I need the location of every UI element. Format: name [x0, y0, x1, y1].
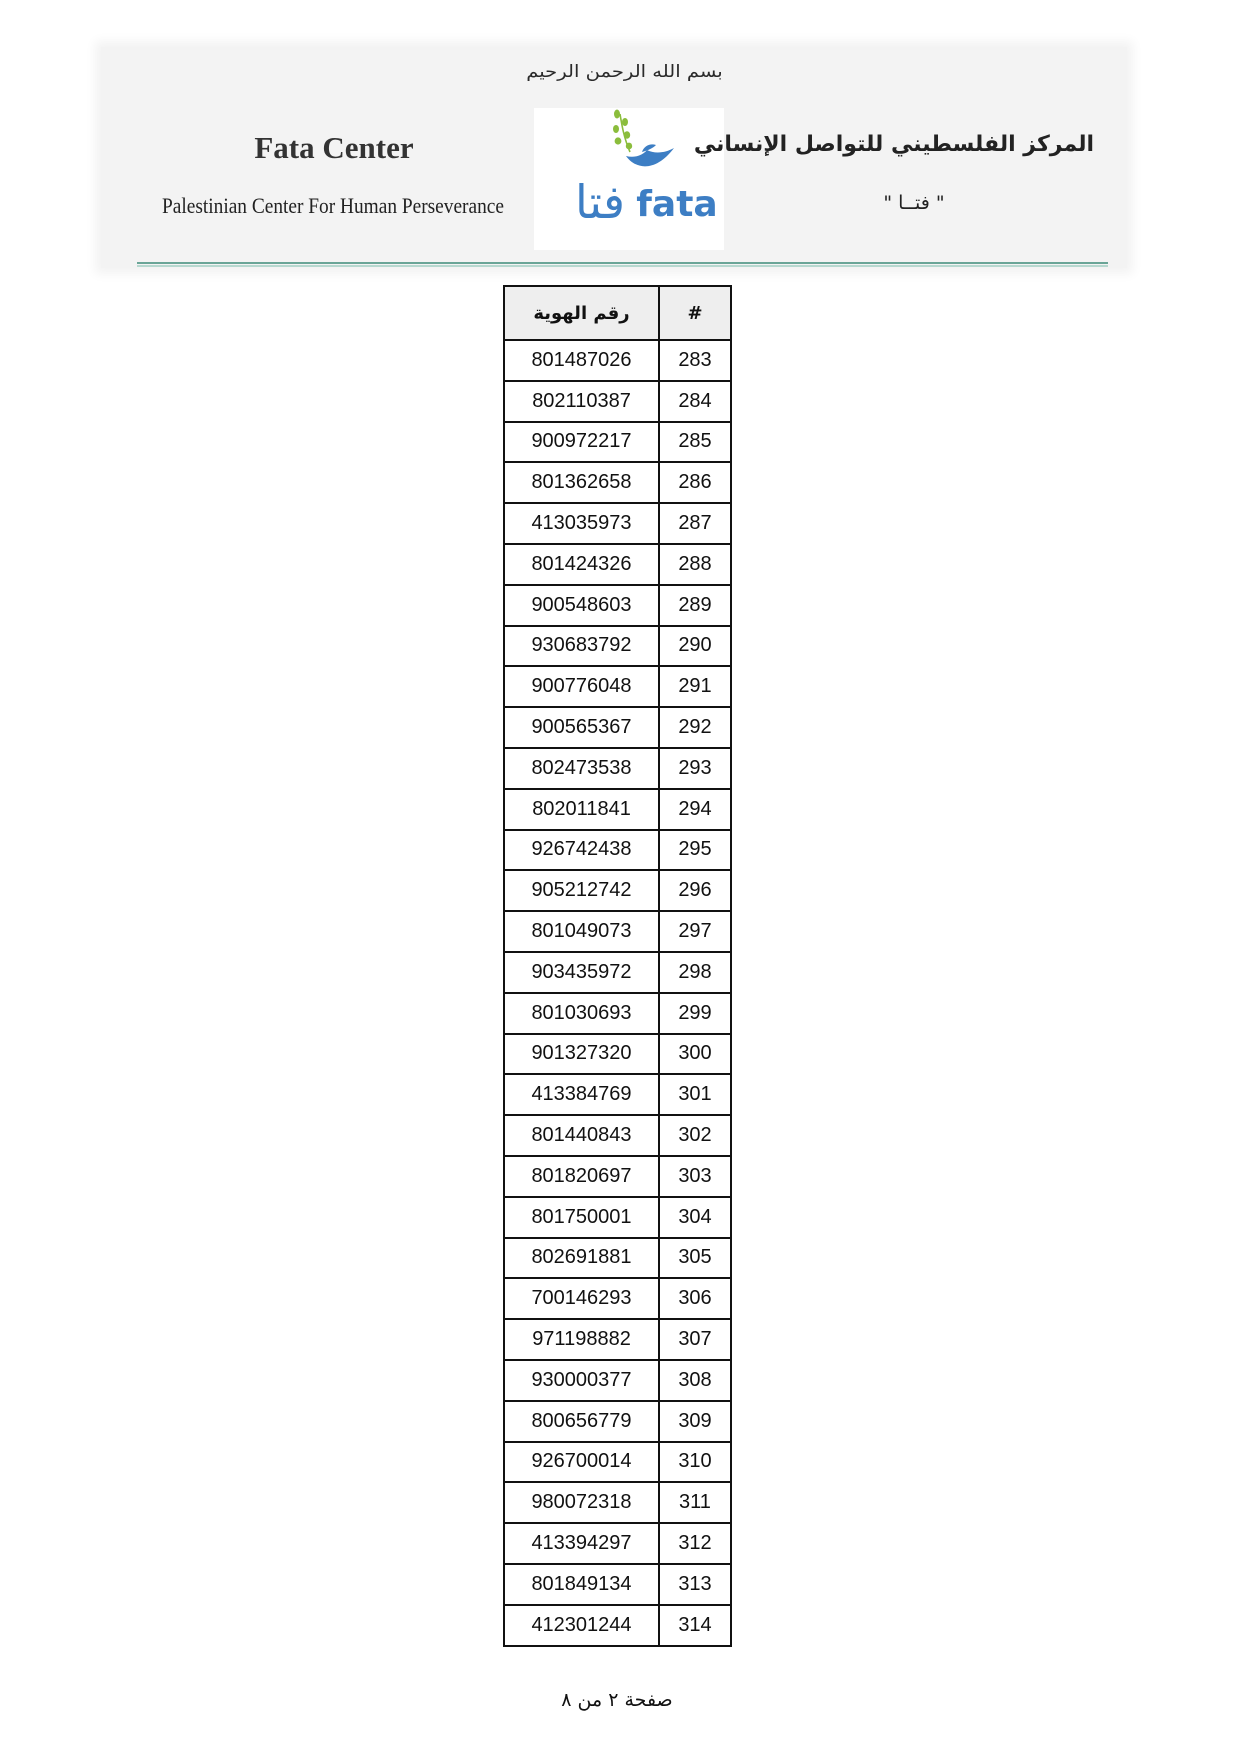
- id-number-cell: 801849134: [504, 1564, 659, 1605]
- row-number-cell: 299: [659, 993, 731, 1034]
- table-row: [504, 1197, 731, 1238]
- header-id-number: رقم الهوية: [504, 286, 659, 340]
- id-number-cell: 801750001: [504, 1197, 659, 1238]
- table-row: [504, 1360, 731, 1401]
- table-row: [504, 830, 731, 871]
- id-number-cell: 802110387: [504, 381, 659, 422]
- id-number-cell: 801440843: [504, 1115, 659, 1156]
- table-row: [504, 544, 731, 585]
- id-number-cell: 802691881: [504, 1238, 659, 1279]
- dove-icon: [626, 144, 674, 166]
- id-number-cell: 802011841: [504, 789, 659, 830]
- id-number-cell: 930000377: [504, 1360, 659, 1401]
- table-row: [504, 1074, 731, 1115]
- table-row: [504, 666, 731, 707]
- header-rule: [137, 262, 1108, 264]
- id-number-cell: 900548603: [504, 585, 659, 626]
- table-row: [504, 585, 731, 626]
- table-row: [504, 1401, 731, 1442]
- table-row: [504, 1278, 731, 1319]
- table-row: [504, 503, 731, 544]
- id-number-cell: 801487026: [504, 340, 659, 381]
- table-row: [504, 1605, 731, 1646]
- row-number-cell: 295: [659, 830, 731, 871]
- table-row: [504, 707, 731, 748]
- header-rule-secondary: [137, 265, 1108, 267]
- row-number-cell: 292: [659, 707, 731, 748]
- table-row: [504, 626, 731, 667]
- basmala-calligraphy: بسم الله الرحمن الرحيم: [526, 62, 723, 82]
- row-number-cell: 294: [659, 789, 731, 830]
- id-number-cell: 700146293: [504, 1278, 659, 1319]
- table-row: [504, 1564, 731, 1605]
- fata-logo: [534, 108, 724, 250]
- id-table-body: [504, 340, 731, 1646]
- row-number-cell: 297: [659, 911, 731, 952]
- row-number-cell: 300: [659, 1034, 731, 1075]
- table-row: [504, 911, 731, 952]
- table-header-row: [504, 286, 731, 340]
- logo-text-arabic: فتا: [575, 175, 625, 229]
- table-row: [504, 1523, 731, 1564]
- id-number-cell: 801049073: [504, 911, 659, 952]
- row-number-cell: 298: [659, 952, 731, 993]
- row-number-cell: 291: [659, 666, 731, 707]
- row-number-cell: 296: [659, 870, 731, 911]
- row-number-cell: 302: [659, 1115, 731, 1156]
- id-number-cell: 801424326: [504, 544, 659, 585]
- row-number-cell: 308: [659, 1360, 731, 1401]
- id-number-cell: 900972217: [504, 422, 659, 463]
- page-number-footer: صفحة ٢ من ٨: [561, 1689, 673, 1711]
- id-number-cell: 900565367: [504, 707, 659, 748]
- table-row: [504, 1238, 731, 1279]
- id-number-cell: 971198882: [504, 1319, 659, 1360]
- id-number-cell: 905212742: [504, 870, 659, 911]
- row-number-cell: 313: [659, 1564, 731, 1605]
- id-number-cell: 413394297: [504, 1523, 659, 1564]
- id-number-cell: 901327320: [504, 1034, 659, 1075]
- row-number-cell: 283: [659, 340, 731, 381]
- row-number-cell: 307: [659, 1319, 731, 1360]
- row-number-cell: 289: [659, 585, 731, 626]
- id-number-cell: 413035973: [504, 503, 659, 544]
- row-number-cell: 309: [659, 1401, 731, 1442]
- id-number-cell: 801362658: [504, 462, 659, 503]
- id-number-cell: 926742438: [504, 830, 659, 871]
- org-name-english: Fata Center: [254, 130, 414, 165]
- org-name-arabic: المركز الفلسطيني للتواصل الإنساني: [693, 132, 1094, 157]
- table-row: [504, 340, 731, 381]
- row-number-cell: 314: [659, 1605, 731, 1646]
- table-row: [504, 381, 731, 422]
- id-table: [503, 285, 732, 1647]
- table-row: [504, 1442, 731, 1483]
- row-number-cell: 287: [659, 503, 731, 544]
- table-row: [504, 748, 731, 789]
- org-tagline-english: Palestinian Center For Human Perseverance: [162, 193, 504, 218]
- id-number-cell: 900776048: [504, 666, 659, 707]
- row-number-cell: 310: [659, 1442, 731, 1483]
- row-number-cell: 290: [659, 626, 731, 667]
- id-number-cell: 802473538: [504, 748, 659, 789]
- row-number-cell: 301: [659, 1074, 731, 1115]
- row-number-cell: 312: [659, 1523, 731, 1564]
- table-row: [504, 993, 731, 1034]
- org-short-name-arabic: " فتــا ": [883, 192, 945, 214]
- row-number-cell: 304: [659, 1197, 731, 1238]
- row-number-cell: 303: [659, 1156, 731, 1197]
- row-number-cell: 285: [659, 422, 731, 463]
- row-number-cell: 288: [659, 544, 731, 585]
- id-number-cell: 930683792: [504, 626, 659, 667]
- id-number-cell: 801820697: [504, 1156, 659, 1197]
- table-row: [504, 462, 731, 503]
- row-number-cell: 286: [659, 462, 731, 503]
- row-number-cell: 311: [659, 1482, 731, 1523]
- id-number-cell: 801030693: [504, 993, 659, 1034]
- id-number-cell: 926700014: [504, 1442, 659, 1483]
- id-number-cell: 903435972: [504, 952, 659, 993]
- logo-text-latin: fata: [636, 184, 718, 225]
- row-number-cell: 293: [659, 748, 731, 789]
- table-row: [504, 1482, 731, 1523]
- olive-branch-icon: [613, 110, 632, 153]
- id-number-cell: 412301244: [504, 1605, 659, 1646]
- table-row: [504, 422, 731, 463]
- row-number-cell: 305: [659, 1238, 731, 1279]
- table-row: [504, 1115, 731, 1156]
- table-row: [504, 952, 731, 993]
- header-index: #: [659, 286, 731, 340]
- id-number-cell: 980072318: [504, 1482, 659, 1523]
- row-number-cell: 284: [659, 381, 731, 422]
- table-row: [504, 1319, 731, 1360]
- table-row: [504, 1156, 731, 1197]
- table-row: [504, 870, 731, 911]
- table-row: [504, 1034, 731, 1075]
- id-number-cell: 800656779: [504, 1401, 659, 1442]
- id-number-cell: 413384769: [504, 1074, 659, 1115]
- table-row: [504, 789, 731, 830]
- row-number-cell: 306: [659, 1278, 731, 1319]
